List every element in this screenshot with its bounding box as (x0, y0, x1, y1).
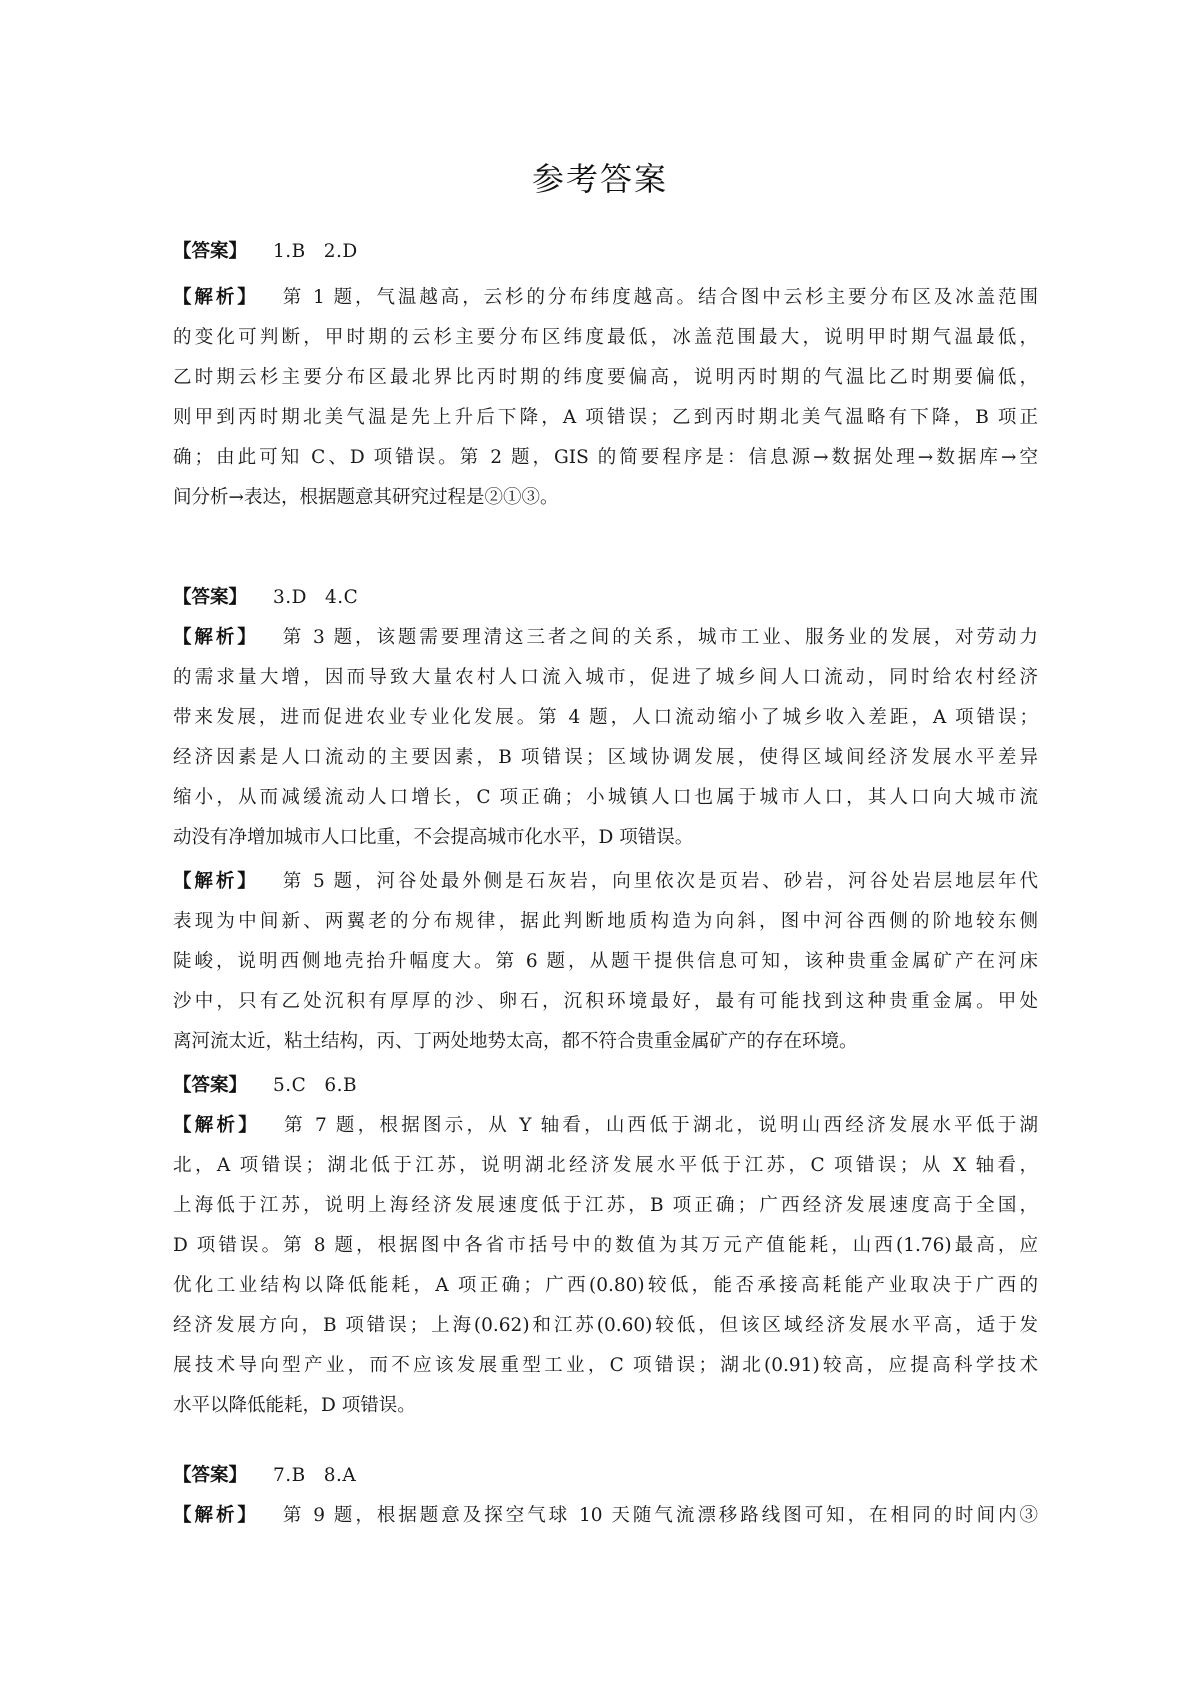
answer-tag: 【答案】 (173, 1465, 248, 1486)
analysis-line: 陡峻，说明西侧地壳抬升幅度大。第 6 题，从题干提供信息可知，该种贵重金属矿产在河床 (173, 951, 1038, 972)
analysis-line: 第 7 题，根据图示，从 Y 轴看，山西低于湖北，说明山西经济发展水平低于湖 (284, 1115, 1038, 1136)
answer-tag: 【答案】 (173, 1075, 248, 1096)
analysis-block-5 (173, 1496, 1038, 1536)
analysis-line: 动没有净增加城市人口比重，不会提高城市化水平，D 项错误。 (173, 827, 694, 848)
analysis-tag: 【解析】 (173, 871, 259, 892)
analysis-line: 的需求量大增，因而导致大量农村人口流入城市，促进了城乡间人口流动，同时给农村经济 (173, 667, 1038, 688)
answer-tag: 【答案】 (173, 587, 248, 608)
answer-tag: 【答案】 (173, 241, 248, 262)
analysis-line: 间分析→表达，根据题意其研究过程是②①③。 (173, 487, 559, 508)
analysis-line: 展技术导向型产业，而不应该发展重型工业，C 项错误；湖北(0.91)较高，应提高科学技术 (173, 1355, 1038, 1376)
answer-block-1 (173, 232, 1038, 272)
analysis-tag: 【解析】 (173, 287, 259, 308)
analysis-line: 表现为中间新、两翼老的分布规律，据此判断地质构造为向斜，图中河谷西侧的阶地较东侧 (173, 911, 1038, 932)
answer-block-4 (173, 1456, 1038, 1496)
analysis-line: 乙时期云杉主要分布区最北界比丙时期的纬度要偏高，说明丙时期的气温比乙时期要偏低， (173, 367, 1038, 388)
answer-item: 5.C (273, 1075, 307, 1096)
analysis-line: 的变化可判断，甲时期的云杉主要分布区纬度最低，冰盖范围最大，说明甲时期气温最低， (173, 327, 1038, 348)
analysis-line: 沙中，只有乙处沉积有厚厚的沙、卵石，沉积环境最好，最有可能找到这种贵重金属。甲处 (173, 991, 1038, 1012)
answer-block-3 (173, 1066, 1038, 1106)
answer-item: 6.B (324, 1075, 358, 1096)
analysis-tag: 【解析】 (173, 627, 259, 648)
analysis-block-3 (173, 862, 1038, 1062)
analysis-line: 水平以降低能耗，D 项错误。 (173, 1395, 416, 1416)
page-title: 参考答案 (531, 160, 668, 198)
answer-item: 3.D (273, 587, 307, 608)
analysis-line: 则甲到丙时期北美气温是先上升后下降，A 项错误；乙到丙时期北美气温略有下降，B 项正 (173, 407, 1038, 428)
analysis-line: 第 1 题，气温越高，云杉的分布纬度越高。结合图中云杉主要分布区及冰盖范围 (282, 287, 1038, 308)
analysis-line: 第 9 题，根据题意及探空气球 10 天随气流漂移路线图可知，在相同的时间内③ (282, 1505, 1038, 1526)
answer-item: 2.D (323, 241, 358, 262)
answer-block-2 (173, 578, 1038, 618)
analysis-line: D 项错误。第 8 题，根据图中各省市括号中的数值为其万元产值能耗，山西(1.76)最高，应 (173, 1235, 1038, 1256)
analysis-block-1 (173, 278, 1038, 518)
analysis-line: 缩小，从而减缓流动人口增长，C 项正确；小城镇人口也属于城市人口，其人口向大城市流 (173, 787, 1038, 808)
analysis-line: 确；由此可知 C、D 项错误。第 2 题，GIS 的简要程序是：信息源→数据处理→数据库→空 (173, 447, 1038, 468)
analysis-line: 第 5 题，河谷处最外侧是石灰岩，向里依次是页岩、砂岩，河谷处岩层地层年代 (282, 871, 1038, 892)
answer-line (173, 1066, 1038, 1106)
analysis-block-4 (173, 1106, 1038, 1426)
answer-line (173, 232, 1038, 272)
answer-item: 4.C (325, 587, 359, 608)
analysis-line: 带来发展，进而促进农业专业化发展。第 4 题，人口流动缩小了城乡收入差距，A 项错误； (173, 707, 1038, 728)
analysis-line: 优化工业结构以降低能耗，A 项正确；广西(0.80)较低，能否承接高耗能产业取决于广西的 (173, 1275, 1038, 1296)
answer-item: 8.A (323, 1465, 357, 1486)
answer-item: 7.B (273, 1465, 306, 1486)
analysis-line: 经济因素是人口流动的主要因素，B 项错误；区域协调发展，使得区域间经济发展水平差异 (173, 747, 1038, 768)
analysis-line: 经济发展方向，B 项错误；上海(0.62)和江苏(0.60)较低，但该区域经济发展水平高，适于发 (173, 1315, 1038, 1336)
answer-item: 1.B (273, 241, 306, 262)
analysis-line: 上海低于江苏，说明上海经济发展速度低于江苏，B 项正确；广西经济发展速度高于全国， (173, 1195, 1038, 1216)
analysis-line: 离河流太近，粘土结构，丙、丁两处地势太高，都不符合贵重金属矿产的存在环境。 (173, 1031, 858, 1052)
analysis-block-2 (173, 618, 1038, 858)
answer-line (173, 578, 1038, 618)
analysis-line: 北，A 项错误；湖北低于江苏，说明湖北经济发展水平低于江苏，C 项错误；从 X 轴看， (173, 1155, 1038, 1176)
analysis-tag: 【解析】 (173, 1505, 259, 1526)
analysis-line: 第 3 题，该题需要理清这三者之间的关系，城市工业、服务业的发展，对劳动力 (282, 627, 1038, 648)
analysis-tag: 【解析】 (173, 1115, 261, 1136)
answer-line (173, 1456, 1038, 1496)
